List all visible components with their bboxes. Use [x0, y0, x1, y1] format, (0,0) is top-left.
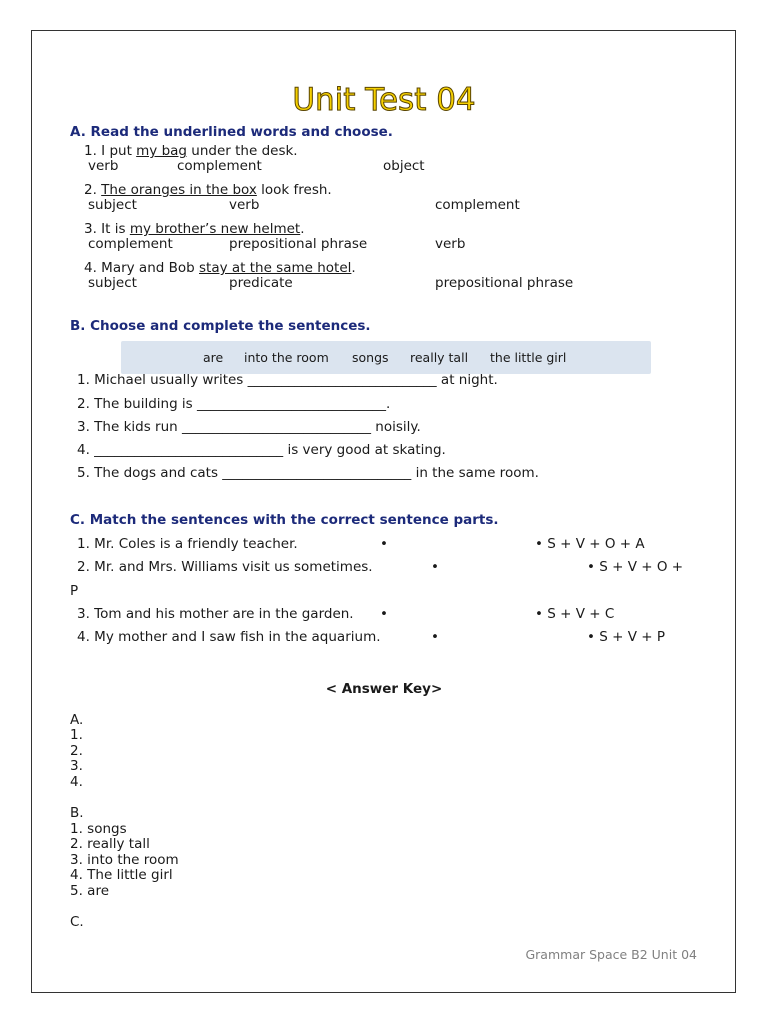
underlined-phrase: stay at the same hotel [199, 260, 352, 276]
question-a2 [84, 182, 332, 198]
option[interactable]: object [383, 158, 425, 174]
match-part-wrap: P [70, 583, 79, 599]
question-text: 3. It is [84, 221, 130, 237]
word-bank-item: the little girl [490, 350, 567, 365]
answer-key-line: 2. [70, 743, 83, 759]
match-sentence: 1. Mr. Coles is a friendly teacher. [77, 536, 298, 552]
question-text: 1. I put [84, 143, 137, 159]
answer-key-line: 5. are [70, 883, 110, 899]
question-text: look fresh. [256, 182, 332, 198]
question-text: under the desk. [187, 143, 298, 159]
underlined-phrase: my brother’s new helmet [129, 221, 301, 237]
match-part[interactable]: • S + V + C [535, 606, 615, 622]
answer-key-line: B. [70, 805, 84, 821]
answer-key-line: 1. [70, 727, 83, 743]
option[interactable]: complement [177, 158, 262, 174]
answer-key-line: 4. [70, 774, 83, 790]
question-b2: 2. The building is ____________________________. [77, 396, 391, 412]
question-a3 [84, 221, 305, 237]
answer-key-line: 1. songs [70, 821, 127, 837]
answer-key-line: A. [70, 712, 84, 728]
match-dot-left[interactable]: • [380, 536, 388, 552]
option[interactable]: prepositional phrase [435, 275, 574, 291]
question-a1 [84, 143, 298, 159]
question-b3: 3. The kids run ____________________________ noisily. [77, 419, 421, 435]
option[interactable]: prepositional phrase [229, 236, 368, 252]
match-part[interactable]: • S + V + O + A [535, 536, 645, 552]
option[interactable]: subject [88, 197, 137, 213]
word-bank-item: really tall [410, 350, 469, 365]
underlined-phrase: The oranges in the box [101, 182, 257, 198]
match-dot-left[interactable]: • [431, 559, 439, 575]
question-a4 [84, 260, 356, 276]
underlined-phrase: my bag [136, 143, 187, 159]
question-text: 4. Mary and Bob [84, 260, 199, 276]
answer-key-line: 2. really tall [70, 836, 150, 852]
match-dot-left[interactable]: • [431, 629, 439, 645]
match-dot-left[interactable]: • [380, 606, 388, 622]
option[interactable]: verb [88, 158, 119, 174]
footer-text: Grammar Space B2 Unit 04 [525, 947, 697, 962]
answer-key-line: 4. The little girl [70, 867, 173, 883]
page-title: Unit Test 04 [292, 82, 476, 118]
section-a-heading: A. Read the underlined words and choose. [70, 124, 393, 140]
answer-key-line: 3. into the room [70, 852, 179, 868]
question-text: 2. [84, 182, 102, 198]
match-part[interactable]: • S + V + P [587, 629, 665, 645]
match-sentence: 3. Tom and his mother are in the garden. [77, 606, 354, 622]
section-b-heading: B. Choose and complete the sentences. [70, 318, 371, 334]
match-sentence: 2. Mr. and Mrs. Williams visit us sometimes. [77, 559, 373, 575]
answer-key-line: 3. [70, 758, 83, 774]
option[interactable]: complement [435, 197, 520, 213]
option[interactable]: subject [88, 275, 137, 291]
word-bank-item: songs [352, 350, 389, 365]
option[interactable]: verb [435, 236, 466, 252]
option[interactable]: complement [88, 236, 173, 252]
match-part[interactable]: • S + V + O + [587, 559, 684, 575]
answer-key-line: C. [70, 914, 84, 930]
question-b5: 5. The dogs and cats ____________________________ in the same room. [77, 465, 539, 481]
word-bank-item: are [203, 350, 224, 365]
question-b1: 1. Michael usually writes ____________________________ at night. [77, 372, 498, 388]
question-text: . [351, 260, 356, 276]
word-bank-item: into the room [244, 350, 329, 365]
section-c-heading: C. Match the sentences with the correct sentence parts. [70, 512, 499, 528]
question-b4: 4. ____________________________ is very good at skating. [77, 442, 446, 458]
option[interactable]: verb [229, 197, 260, 213]
option[interactable]: predicate [229, 275, 293, 291]
match-sentence: 4. My mother and I saw fish in the aquarium. [77, 629, 381, 645]
answer-key-heading: < Answer Key> [325, 681, 443, 697]
question-text: . [300, 221, 305, 237]
